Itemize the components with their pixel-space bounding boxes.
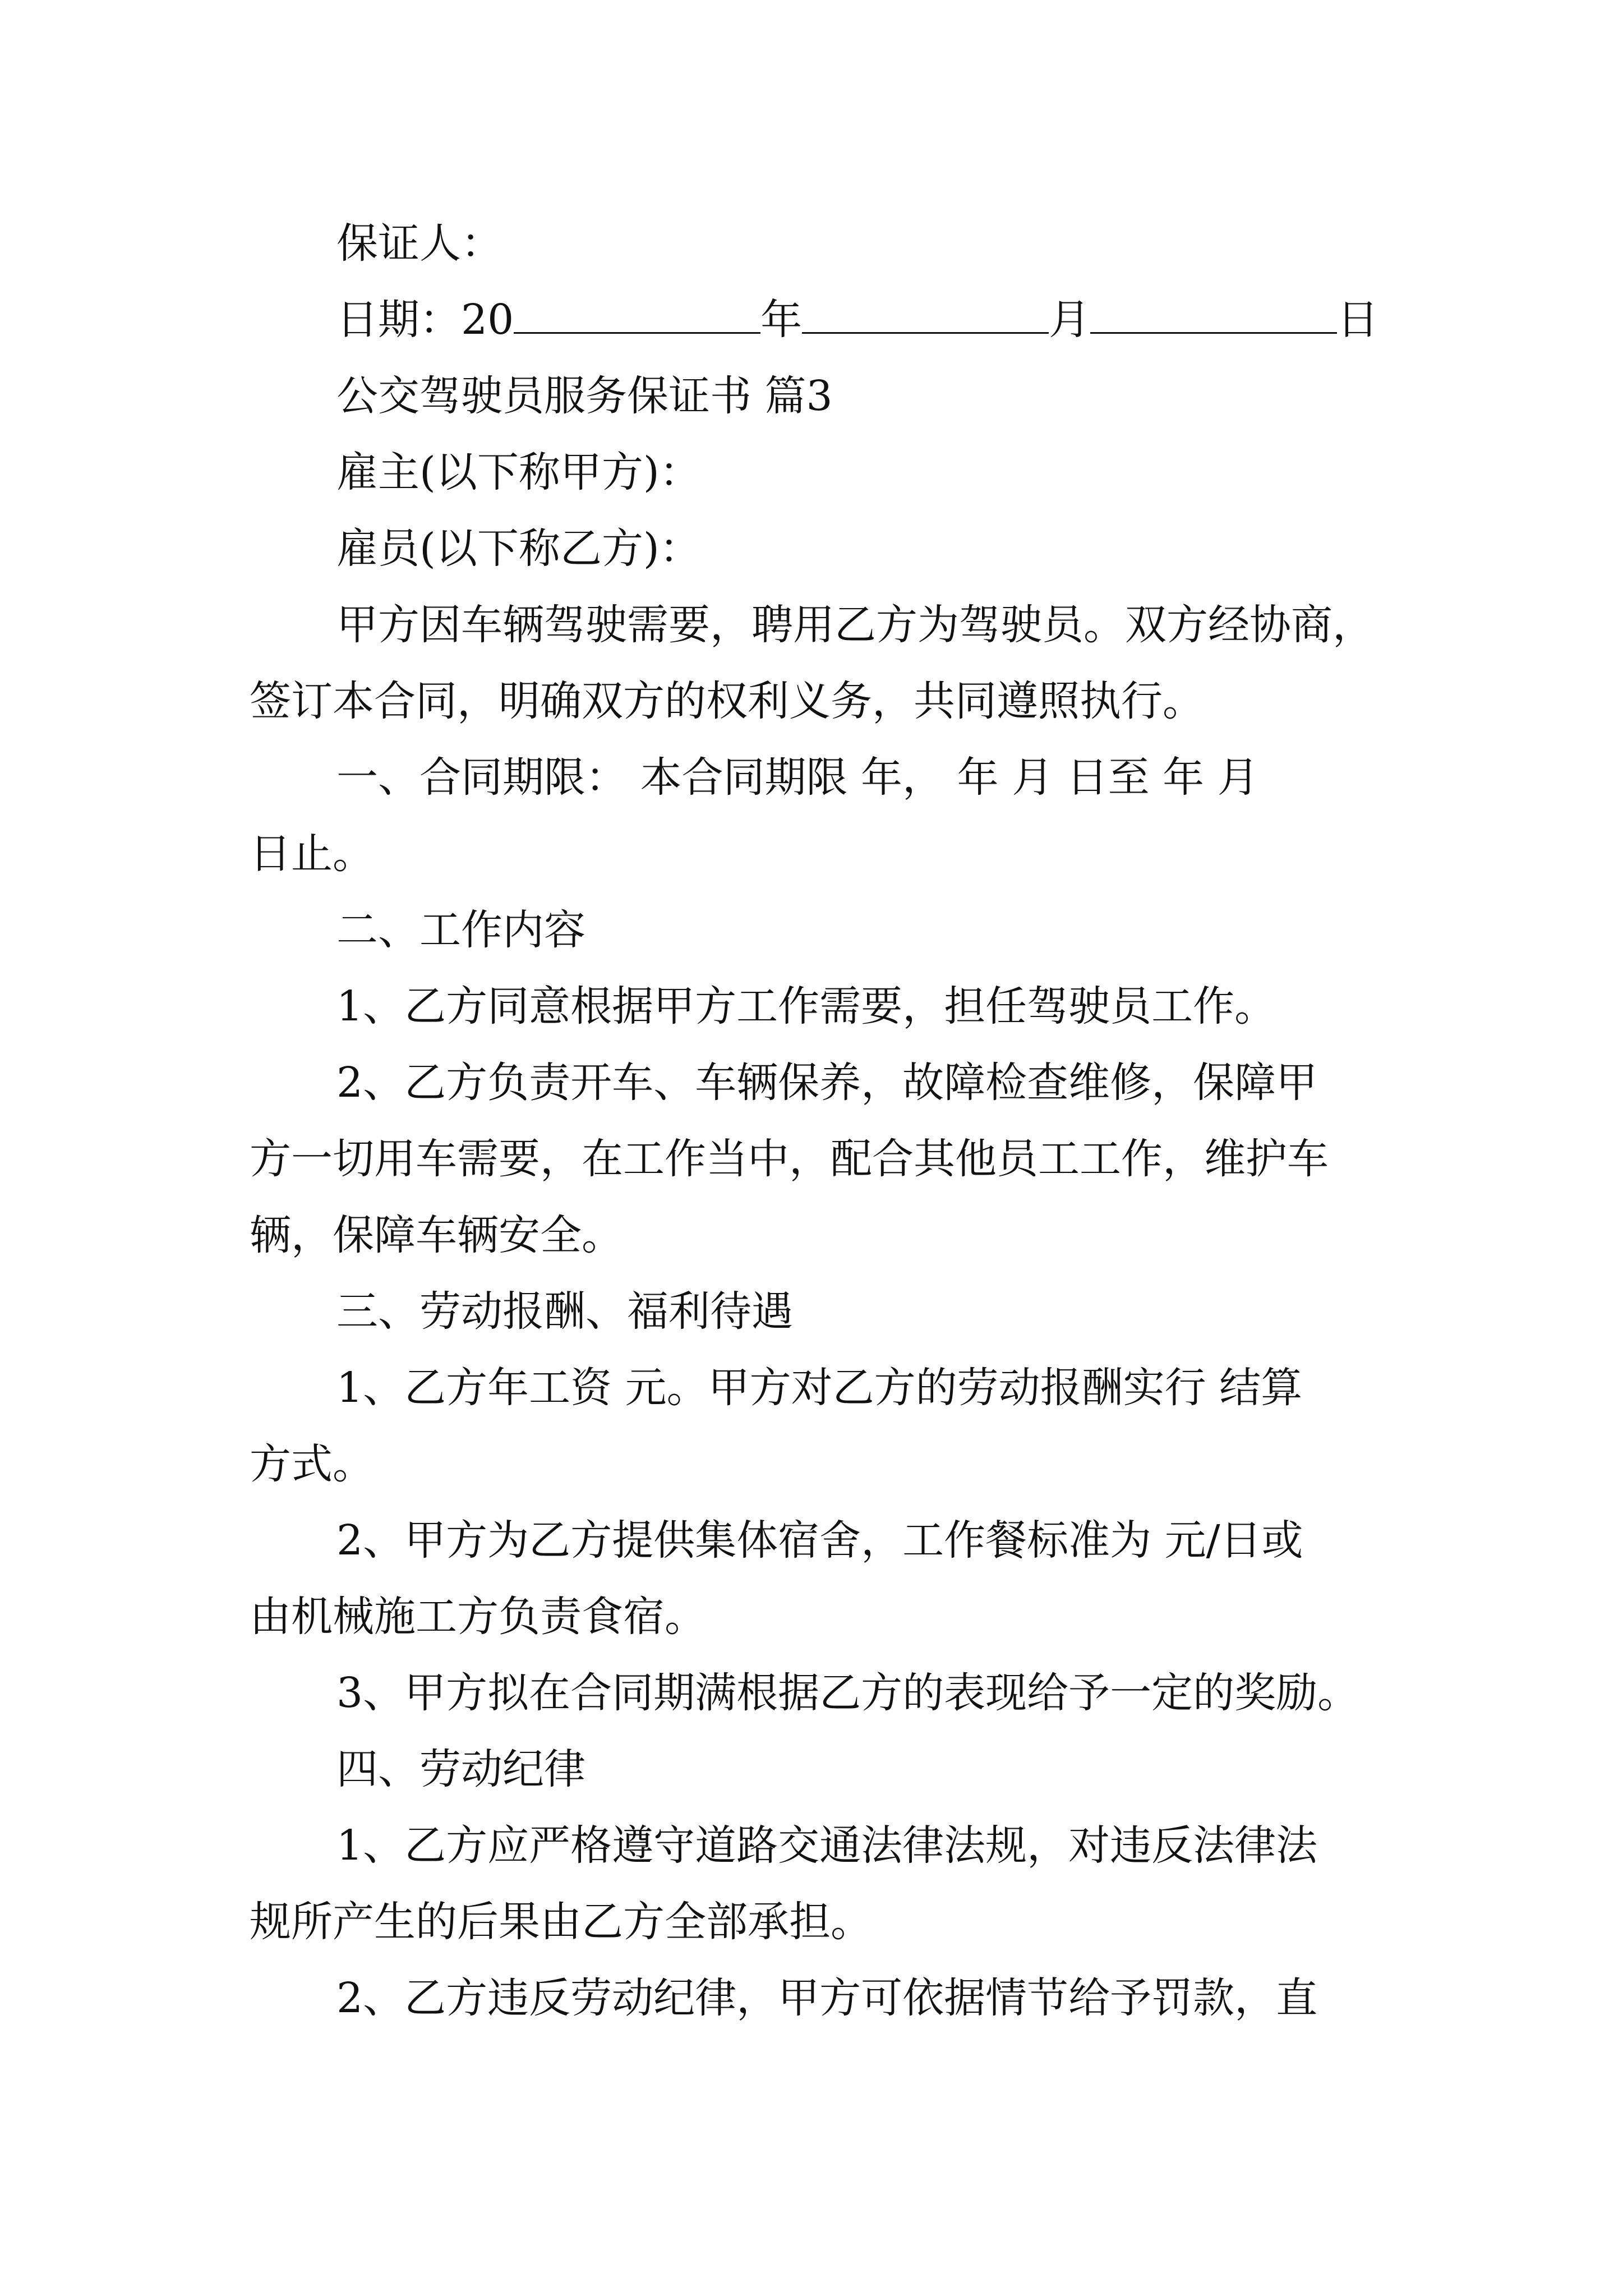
date-line [0,292,1623,348]
employer-line: 雇主(以下称甲方)： [336,448,701,496]
guarantor-line: 保证人： [336,219,502,268]
term-line-1: 一、合同期限： 本合同期限 年， 年 月 日至 年 月 [336,753,1259,802]
year-label: 年 [760,296,803,344]
pay-item-2-line-1: 2、甲方为乙方提供集体宿舍，工作餐标准为 元/日或 [336,1516,1303,1565]
discipline-title: 四、劳动纪律 [336,1745,585,1793]
month-label: 月 [1049,296,1091,344]
work-item-1: 1、乙方同意根据甲方工作需要，担任驾驶员工作。 [336,982,1276,1030]
work-item-2-line-2: 方一切用车需要，在工作当中，配合其他员工工作，维护车 [250,1135,1329,1183]
term-line-2: 日止。 [250,830,374,878]
work-title: 二、工作内容 [336,906,585,954]
intro-line-1: 甲方因车辆驾驶需要，聘用乙方为驾驶员。双方经协商， [336,601,1374,649]
date-label: 日期：20 [336,296,514,344]
section-title: 公交驾驶员服务保证书 篇3 [336,372,833,420]
pay-item-3: 3、甲方拟在合同期满根据乙方的表现给予一定的奖励。 [336,1669,1359,1717]
day-blank [1090,295,1337,334]
work-item-2-line-1: 2、乙方负责开车、车辆保养，故障检查维修，保障甲 [336,1059,1318,1107]
day-label: 日 [1337,296,1379,344]
month-blank [802,295,1049,334]
pay-item-1-line-1: 1、乙方年工资 元。甲方对乙方的劳动报酬实行 结算 [336,1364,1303,1412]
year-blank [514,295,760,334]
pay-item-1-line-2: 方式。 [250,1440,374,1488]
discipline-item-1-line-1: 1、乙方应严格遵守道路交通法律法规，对违反法律法 [336,1821,1318,1870]
employee-line: 雇员(以下称乙方)： [336,524,701,573]
pay-title: 三、劳动报酬、福利待遇 [336,1287,793,1336]
discipline-item-2: 2、乙方违反劳动纪律，甲方可依据情节给予罚款，直 [336,1974,1318,2022]
work-item-2-line-3: 辆，保障车辆安全。 [250,1211,623,1259]
intro-line-2: 签订本合同，明确双方的权利义务，共同遵照执行。 [250,677,1204,725]
discipline-item-1-line-2: 规所产生的后果由乙方全部承担。 [250,1898,872,1946]
pay-item-2-line-2: 由机械施工方负责食宿。 [250,1593,706,1641]
